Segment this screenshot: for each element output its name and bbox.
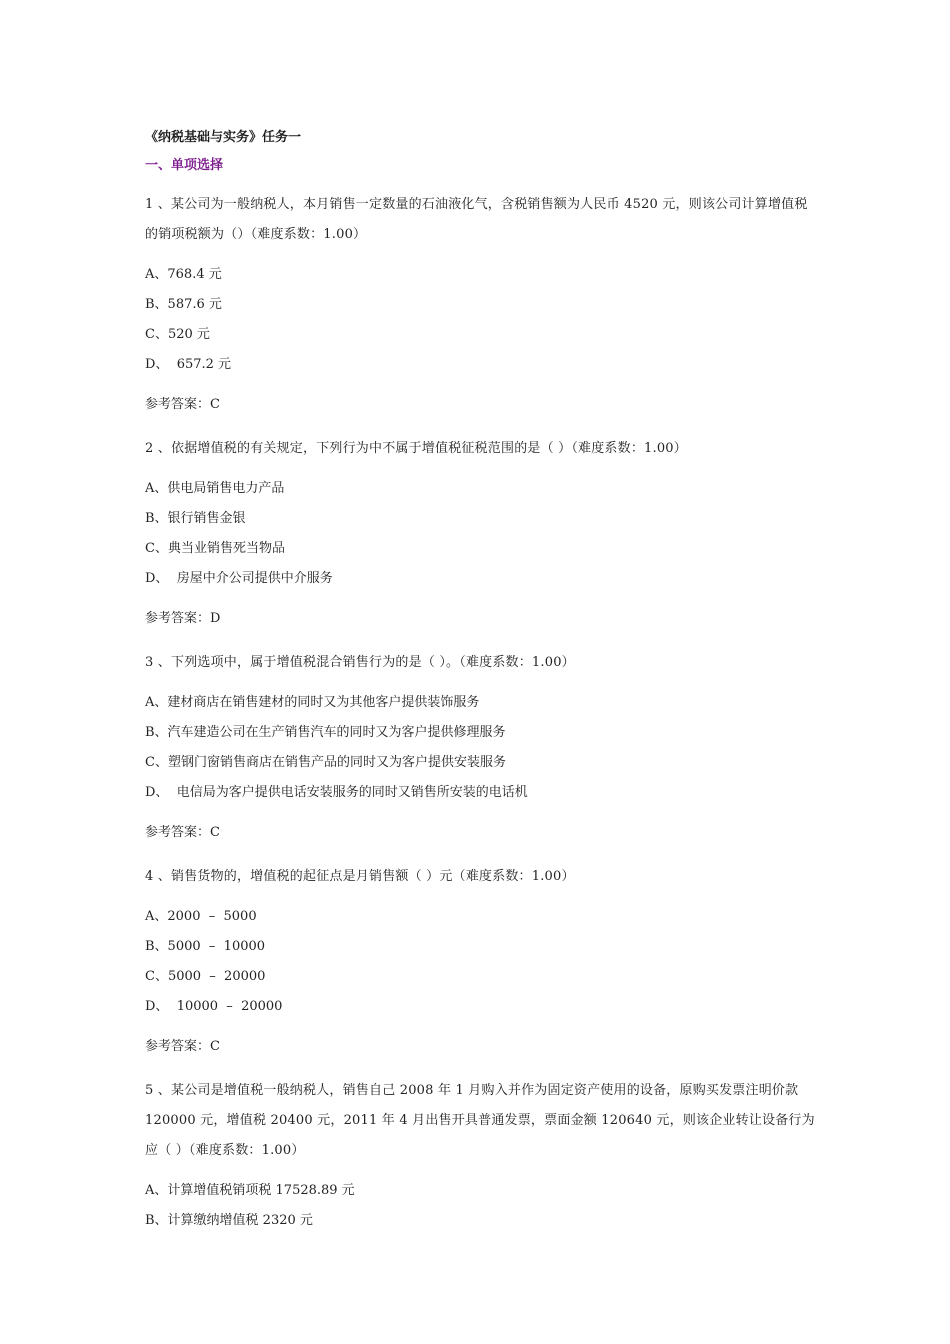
option-b: B、银行销售金银: [145, 511, 246, 526]
answer-text: 参考答案：C: [145, 1039, 220, 1054]
question-text: 1 、某公司为一般纳税人，本月销售一定数量的石油液化气，含税销售额为人民币 4520 元，则该公司计算增值税的销项税额为（）（难度系数：1.00）: [145, 197, 808, 242]
option-c: C、塑钢门窗销售商店在销售产品的同时又为客户提供安装服务: [145, 755, 506, 770]
section-title: 一、单项选择: [145, 158, 224, 173]
option-a: A、768.4 元: [145, 267, 222, 282]
option-d: D、 电信局为客户提供电话安装服务的同时又销售所安装的电话机: [145, 785, 528, 800]
option-list: [145, 474, 815, 594]
document-page: [145, 128, 815, 1236]
option-d: D、 10000 – 20000: [145, 999, 283, 1014]
option-c: C、5000 – 20000: [145, 969, 266, 984]
option-b: B、587.6 元: [145, 297, 222, 312]
question-block: [145, 862, 815, 1062]
option-d: D、 657.2 元: [145, 357, 232, 372]
option-c: C、典当业销售死当物品: [145, 541, 285, 556]
option-list: [145, 260, 815, 380]
document-title: 《纳税基础与实务》任务一: [145, 130, 302, 145]
question-block: [145, 1076, 815, 1236]
option-a: A、计算增值税销项税 17528.89 元: [145, 1183, 355, 1198]
option-a: A、建材商店在销售建材的同时又为其他客户提供装饰服务: [145, 695, 480, 710]
question-text: 3 、下列选项中，属于增值税混合销售行为的是（ ）。（难度系数：1.00）: [145, 655, 575, 670]
option-list: [145, 902, 815, 1022]
option-d: D、 房屋中介公司提供中介服务: [145, 571, 333, 586]
question-block: [145, 190, 815, 420]
question-block: [145, 648, 815, 848]
option-a: A、2000 – 5000: [145, 909, 257, 924]
answer-text: 参考答案：C: [145, 397, 220, 412]
option-b: B、计算缴纳增值税 2320 元: [145, 1213, 313, 1228]
answer-text: 参考答案：D: [145, 611, 221, 626]
question-text: 2 、依据增值税的有关规定，下列行为中不属于增值税征税范围的是（ ）（难度系数：1.00）: [145, 441, 687, 456]
question-block: [145, 434, 815, 634]
option-c: C、520 元: [145, 327, 210, 342]
option-b: B、汽车建造公司在生产销售汽车的同时又为客户提供修理服务: [145, 725, 506, 740]
question-text: 5 、某公司是增值税一般纳税人，销售自己 2008 年 1 月购入并作为固定资产使用的设备，原购买发票注明价款 120000 元，增值税 20400 元，2011 年 4 月出售开具普通发票，票面金额 120640 元，则该企业转让设备行为应（ ）（难度系数：1.00）: [145, 1083, 815, 1158]
answer-text: 参考答案：C: [145, 825, 220, 840]
option-list: [145, 1176, 815, 1236]
option-a: A、供电局销售电力产品: [145, 481, 285, 496]
option-list: [145, 688, 815, 808]
option-b: B、5000 – 10000: [145, 939, 266, 954]
question-text: 4 、销售货物的，增值税的起征点是月销售额（ ）元（难度系数：1.00）: [145, 869, 575, 884]
